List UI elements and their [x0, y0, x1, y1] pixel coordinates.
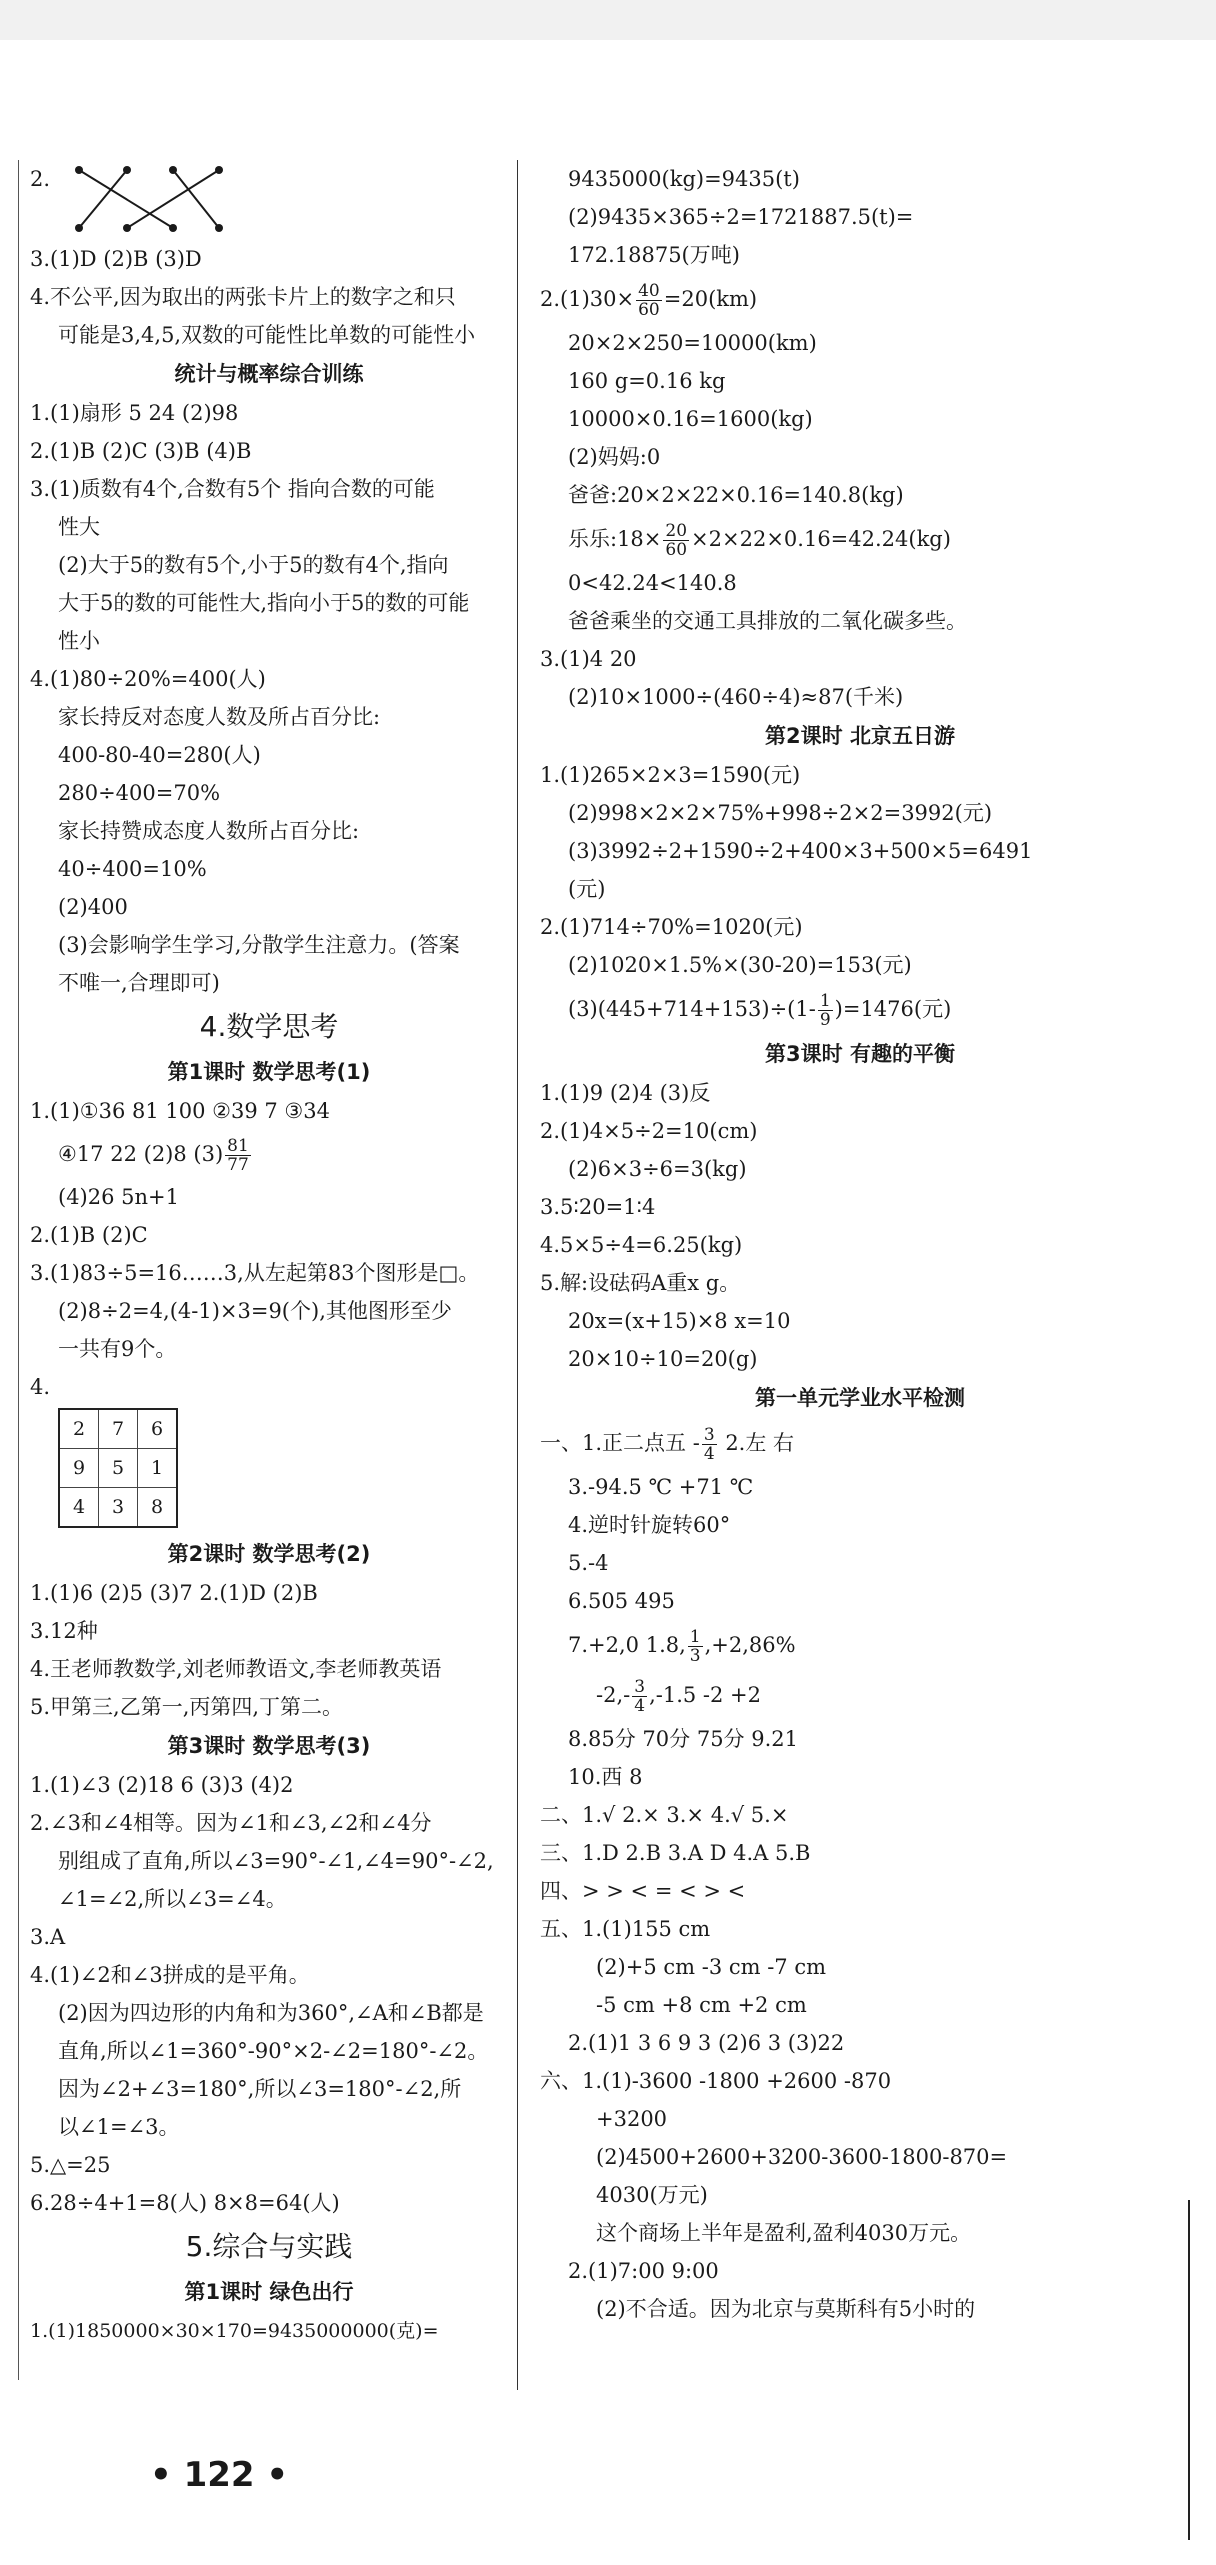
top-scan-margin: [0, 0, 1216, 40]
right-line: (2)10×1000÷(460÷4)≈87(千米): [568, 685, 904, 709]
right-text: =20(km): [663, 287, 758, 311]
fraction-numerator: 81: [227, 1136, 249, 1156]
stats-line: 性大: [58, 515, 100, 539]
stats-line: 3.(1)质数有4个,合数有5个 指向合数的可能: [30, 477, 435, 501]
grid-row: [59, 1449, 177, 1488]
test-line: 四、> > < = < > <: [540, 1879, 746, 1903]
beijing-line: (2)1020×1.5%×(30-20)=153(元): [568, 953, 912, 977]
balance-line: 4.5×5÷4=6.25(kg): [540, 1233, 743, 1257]
green-travel-line: 1.(1)1850000×30×170=9435000000(克)=: [30, 2320, 439, 2342]
test-line: 5.-4: [568, 1551, 609, 1575]
right-line: (2)妈妈:0: [568, 445, 661, 469]
lesson3-line: 4.(1)∠2和∠3拼成的是平角。: [30, 1963, 310, 1987]
beijing-line: (2)998×2×2×75%+998÷2×2=3992(元): [568, 801, 993, 825]
balance-line: 20x=(x+15)×8 x=10: [568, 1309, 791, 1333]
stats-line: 大于5的数的可能性大,指向小于5的数的可能: [58, 591, 470, 615]
lesson2-line: 3.12种: [30, 1619, 98, 1643]
q4-answer-2: 可能是3,4,5,双数的可能性比单数的可能性小: [58, 323, 476, 347]
right-line: (2)9435×365÷2=1721887.5(t)=: [568, 205, 914, 229]
left-column: [30, 160, 508, 2350]
lesson3-line: 以∠1=∠3。: [58, 2115, 180, 2139]
grid-cell: 9: [59, 1449, 99, 1488]
balance-line: 5.解:设砝码A重x g。: [540, 1271, 741, 1295]
fraction-numerator: 3: [703, 1425, 715, 1445]
beijing-line: 1.(1)265×2×3=1590(元): [540, 763, 801, 787]
fraction-40-60: [636, 282, 662, 319]
right-line-fraction: [540, 514, 1180, 564]
test-line-fraction: [540, 1620, 1180, 1670]
test-line: +3200: [596, 2107, 668, 2131]
stats-line: 280÷400=70%: [58, 781, 221, 805]
matching-lines-figure: [67, 160, 247, 240]
grid-cell: 4: [59, 1488, 99, 1528]
stats-line: 2.(1)B (2)C (3)B (4)B: [30, 439, 252, 463]
beijing-line: (元): [568, 877, 606, 901]
beijing-line: 2.(1)714÷70%=1020(元): [540, 915, 803, 939]
beijing-line: (3)3992÷2+1590÷2+400×3+500×5=6491: [568, 839, 1033, 863]
fraction-81-77: [225, 1137, 251, 1174]
test-line: (2)4500+2600+3200-3600-1800-870=: [596, 2145, 1008, 2169]
balance-line: 2.(1)4×5÷2=10(cm): [540, 1119, 758, 1143]
lesson3-line: 6.28÷4+1=8(人) 8×8=64(人): [30, 2191, 340, 2215]
test-line: 这个商场上半年是盈利,盈利4030万元。: [596, 2221, 972, 2245]
stats-line: 4.(1)80÷20%=400(人): [30, 667, 266, 691]
grid-cell: 7: [99, 1409, 138, 1449]
right-line: 160 g=0.16 kg: [568, 369, 726, 393]
right-text: -2,-: [596, 1683, 631, 1707]
right-text: 2.左 右: [718, 1431, 795, 1455]
fraction-denominator: 60: [665, 540, 688, 560]
lesson1-line-fraction: [30, 1130, 508, 1178]
grid-cell: 6: [138, 1409, 178, 1449]
lesson2-line: 1.(1)6 (2)5 (3)7 2.(1)D (2)B: [30, 1581, 318, 1605]
test-line: 3.-94.5 ℃ +71 ℃: [568, 1475, 754, 1499]
beijing-trip-title: 第2课时 北京五日游: [765, 724, 955, 748]
stats-line: 家长持反对态度人数及所占百分比:: [58, 705, 381, 729]
lesson-3-title: 第3课时 数学思考(3): [167, 1734, 371, 1758]
right-line: 3.(1)4 20: [540, 647, 637, 671]
fraction-denominator: 9: [819, 1010, 831, 1030]
stats-line: 家长持赞成态度人数所占百分比:: [58, 819, 360, 843]
right-text: 一、1.正二点五 -: [540, 1431, 700, 1455]
test-line: (2)+5 cm -3 cm -7 cm: [596, 1955, 827, 1979]
magic-square-grid: [58, 1408, 178, 1528]
grid-cell: 8: [138, 1488, 178, 1528]
right-text: ,-1.5 -2 +2: [649, 1683, 761, 1707]
balance-line: (2)6×3÷6=3(kg): [568, 1157, 747, 1181]
right-line: 爸爸乘坐的交通工具排放的二氧化碳多些。: [568, 609, 967, 633]
lesson3-line: 3.A: [30, 1925, 66, 1949]
fraction-numerator: 1: [689, 1627, 701, 1647]
fraction-numerator: 40: [638, 281, 660, 301]
lesson3-line: 别组成了直角,所以∠3=90°-∠1,∠4=90°-∠2,: [58, 1849, 494, 1873]
q2-label: 2.: [30, 167, 51, 191]
right-text: 7.+2,0 1.8,: [568, 1633, 686, 1657]
beijing-line-fraction: [540, 984, 1180, 1034]
test-line-fraction: [540, 1418, 1180, 1468]
right-text: ,+2,86%: [704, 1633, 796, 1657]
stats-line: 40÷400=10%: [58, 857, 207, 881]
balance-line: 1.(1)9 (2)4 (3)反: [540, 1081, 711, 1105]
section-title-stats: 统计与概率综合训练: [174, 362, 364, 386]
fraction-numerator: 1: [819, 991, 831, 1011]
test-line: 6.505 495: [568, 1589, 675, 1613]
grid-cell: 2: [59, 1409, 99, 1449]
stats-line: (2)大于5的数有5个,小于5的数有4个,指向: [58, 553, 449, 577]
lesson3-line: 2.∠3和∠4相等。因为∠1和∠3,∠2和∠4分: [30, 1811, 432, 1835]
q4-answer-1: 4.不公平,因为取出的两张卡片上的数字之和只: [30, 285, 456, 309]
q3-answer: 3.(1)D (2)B (3)D: [30, 247, 202, 271]
lesson3-line: (2)因为四边形的内角和为360°,∠A和∠B都是: [58, 2001, 484, 2025]
green-travel-title: 第1课时 绿色出行: [184, 2280, 354, 2304]
lesson1-line: 一共有9个。: [58, 1337, 177, 1361]
lesson3-line: 因为∠2+∠3=180°,所以∠3=180°-∠2,所: [58, 2077, 462, 2101]
right-line: 10000×0.16=1600(kg): [568, 407, 813, 431]
lesson2-line: 5.甲第三,乙第一,丙第四,丁第二。: [30, 1695, 344, 1719]
fraction-1-9: [818, 992, 833, 1029]
lesson-2-title: 第2课时 数学思考(2): [167, 1542, 371, 1566]
right-edge-line: [1188, 2200, 1190, 2540]
test-line: 4.逆时针旋转60°: [568, 1513, 731, 1537]
stats-line: (2)400: [58, 895, 128, 919]
right-text: (3)(445+714+153)÷(1-: [568, 997, 816, 1021]
test-line-fraction: [540, 1670, 1180, 1720]
fraction-numerator: 3: [634, 1677, 646, 1697]
test-line: 10.西 8: [568, 1765, 643, 1789]
grid-cell: 5: [99, 1449, 138, 1488]
fraction-1-3: [688, 1628, 703, 1665]
test-line: 三、1.D 2.B 3.A D 4.A 5.B: [540, 1841, 811, 1865]
lesson1-line: 4.: [30, 1375, 51, 1399]
test-line: 2.(1)7:00 9:00: [568, 2259, 719, 2283]
binding-margin-line: [18, 160, 19, 2380]
grid-cell: 1: [138, 1449, 178, 1488]
right-column: [540, 160, 1180, 2328]
q2-matching: [30, 160, 508, 240]
stats-line: (3)会影响学生学习,分散学生注意力。(答案: [58, 933, 460, 957]
fraction-denominator: 4: [703, 1444, 715, 1464]
right-text: )=1476(元): [834, 997, 952, 1021]
lesson3-line: 5.△=25: [30, 2153, 111, 2177]
lesson2-line: 4.王老师教数学,刘老师教语文,李老师教英语: [30, 1657, 442, 1681]
fraction-denominator: 60: [638, 300, 660, 320]
test-line: (2)不合适。因为北京与莫斯科有5小时的: [596, 2297, 976, 2321]
right-line: 9435000(kg)=9435(t): [568, 167, 800, 191]
right-text: ×2×22×0.16=42.24(kg): [691, 527, 951, 551]
balance-line: 3.5∶20=1∶4: [540, 1195, 656, 1219]
right-text: 乐乐:18×: [568, 527, 662, 551]
balance-line: 20×10÷10=20(g): [568, 1347, 758, 1371]
right-line: 0<42.24<140.8: [568, 571, 737, 595]
unit-test-title: 第一单元学业水平检测: [755, 1386, 965, 1410]
test-line: -5 cm +8 cm +2 cm: [596, 1993, 807, 2017]
fraction-denominator: 3: [689, 1646, 701, 1666]
right-line: 爸爸:20×2×22×0.16=140.8(kg): [568, 483, 904, 507]
stats-line: 不唯一,合理即可): [58, 971, 220, 995]
grid-cell: 3: [99, 1488, 138, 1528]
test-line: 8.85分 70分 75分 9.21: [568, 1727, 798, 1751]
unit-4-title: 4.数学思考: [199, 1010, 339, 1043]
test-line: 五、1.(1)155 cm: [540, 1917, 711, 1941]
column-divider: [517, 160, 518, 2390]
fraction-3-4: [702, 1426, 717, 1463]
right-line-fraction: [540, 274, 1180, 324]
lesson1-line: (4)26 5n+1: [58, 1185, 179, 1209]
fraction-numerator: 20: [665, 521, 688, 541]
lesson3-line: 直角,所以∠1=360°-90°×2-∠2=180°-∠2。: [58, 2039, 489, 2063]
right-line: 20×2×250=10000(km): [568, 331, 817, 355]
fraction-3-4: [632, 1678, 647, 1715]
lesson3-line: ∠1=∠2,所以∠3=∠4。: [58, 1887, 287, 1911]
right-line: 172.18875(万吨): [568, 243, 740, 267]
lesson-1-title: 第1课时 数学思考(1): [167, 1060, 371, 1084]
test-line: 六、1.(1)-3600 -1800 +2600 -870: [540, 2069, 892, 2093]
unit-5-title: 5.综合与实践: [185, 2230, 353, 2263]
test-line: 二、1.√ 2.× 3.× 4.√ 5.×: [540, 1803, 789, 1827]
grid-row: [59, 1409, 177, 1449]
test-line: 4030(万元): [596, 2183, 708, 2207]
lesson1-text: ④17 22 (2)8 (3): [58, 1142, 224, 1166]
fraction-denominator: 4: [634, 1696, 646, 1716]
lesson3-line: 1.(1)∠3 (2)18 6 (3)3 (4)2: [30, 1773, 294, 1797]
grid-row: [59, 1488, 177, 1528]
fraction-20-60: [663, 522, 689, 559]
lesson1-line: 2.(1)B (2)C: [30, 1223, 148, 1247]
fraction-denominator: 77: [227, 1155, 249, 1175]
right-text: 2.(1)30×: [540, 287, 635, 311]
stats-line: 性小: [58, 629, 100, 653]
lesson1-line: 1.(1)①36 81 100 ②39 7 ③34: [30, 1099, 330, 1123]
balance-title: 第3课时 有趣的平衡: [765, 1042, 955, 1066]
test-line: 2.(1)1 3 6 9 3 (2)6 3 (3)22: [568, 2031, 845, 2055]
stats-line: 1.(1)扇形 5 24 (2)98: [30, 401, 239, 425]
lesson1-line: (2)8÷2=4,(4-1)×3=9(个),其他图形至少: [58, 1299, 452, 1323]
lesson1-line: 3.(1)83÷5=16……3,从左起第83个图形是□。: [30, 1261, 480, 1285]
stats-line: 400-80-40=280(人): [58, 743, 261, 767]
page-number: • 122 •: [150, 2455, 289, 2495]
